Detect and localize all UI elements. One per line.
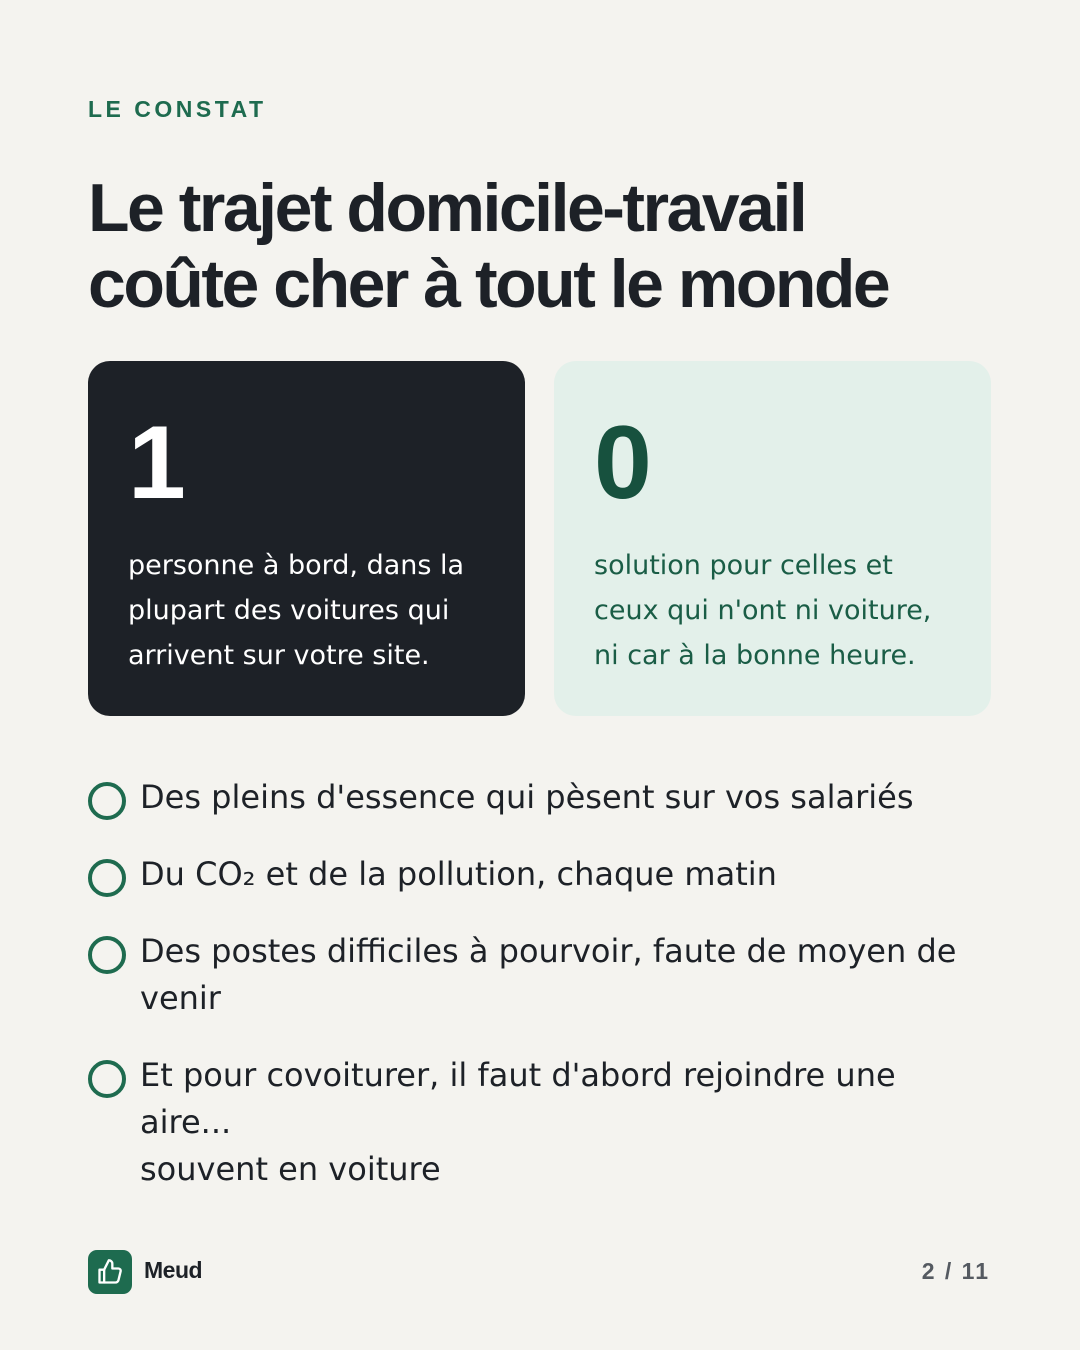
list-item — [88, 774, 988, 821]
stat-description-line: arrivent sur votre site. — [128, 640, 430, 671]
page-title — [88, 170, 1008, 322]
circle-bullet-icon — [88, 1060, 126, 1098]
thumbs-up-icon — [96, 1258, 124, 1286]
circle-bullet-icon — [88, 859, 126, 897]
brand-name: Meud — [144, 1257, 203, 1283]
list-item-text: souvent en voiture — [140, 1150, 441, 1188]
stat-description — [128, 543, 485, 678]
stat-card-zero — [554, 361, 991, 716]
list-item-text: venir — [140, 979, 221, 1017]
list-item-text: Des postes difficiles à pourvoir, faute de moyen de — [140, 932, 957, 970]
list-item-text: Et pour covoiturer, il faut d'abord rejoindre une aire... — [140, 1056, 896, 1141]
stat-value: 1 — [128, 405, 186, 521]
stat-description-line: plupart des voitures qui — [128, 595, 450, 626]
stat-card-one — [88, 361, 525, 716]
list-item-text: Des pleins d'essence qui pèsent sur vos salariés — [140, 778, 914, 816]
brand-logo — [88, 1250, 132, 1294]
list-item — [88, 928, 988, 1022]
circle-bullet-icon — [88, 936, 126, 974]
stat-description-line: ni car à la bonne heure. — [594, 640, 916, 671]
list-item — [88, 851, 988, 898]
title-line-1: Le trajet domicile-travail — [88, 170, 806, 246]
stat-value: 0 — [594, 405, 652, 521]
list-item — [88, 1052, 988, 1193]
stat-description-line: ceux qui n'ont ni voiture, — [594, 595, 932, 626]
issues-list — [88, 774, 988, 1223]
page-indicator: 2 / 11 — [921, 1258, 990, 1284]
stat-description-line: personne à bord, dans la — [128, 550, 465, 581]
section-eyebrow: LE CONSTAT — [88, 96, 267, 122]
stat-description — [594, 543, 951, 678]
stat-description-line: solution pour celles et — [594, 550, 893, 581]
title-line-2: coûte cher à tout le monde — [88, 246, 889, 322]
list-item-text: Du CO₂ et de la pollution, chaque matin — [140, 855, 777, 893]
circle-bullet-icon — [88, 782, 126, 820]
